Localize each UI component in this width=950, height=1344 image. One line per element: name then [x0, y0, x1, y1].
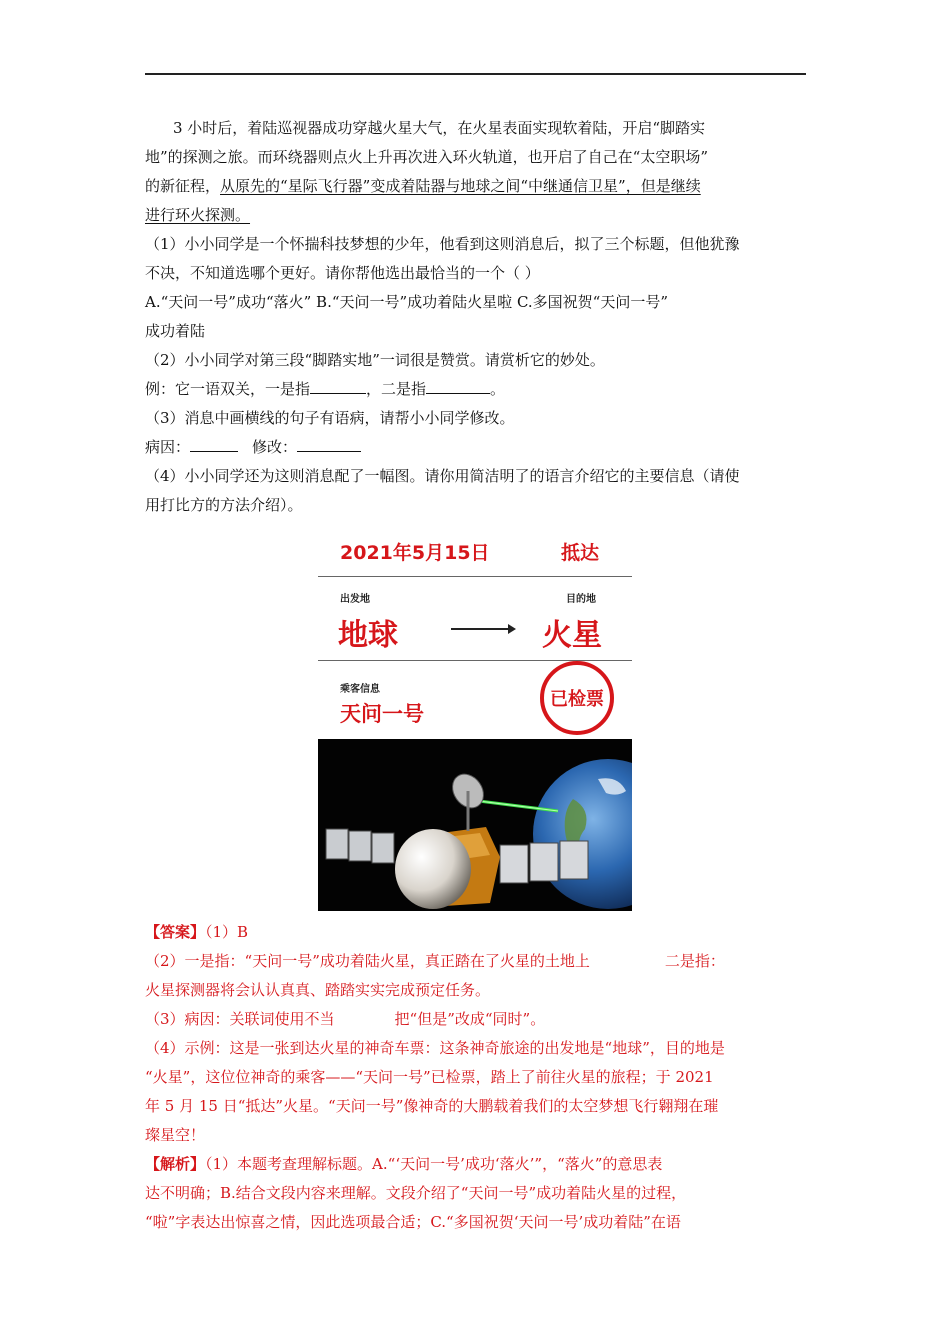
- lander-capsule: [395, 829, 471, 909]
- question-4-line-2: 用打比方的方法介绍）。: [145, 496, 303, 514]
- question-3-line-1: （3）消息中画横线的句子有语病，请帮小小同学修改。: [145, 409, 515, 427]
- analysis-line-2: 达不明确；B.结合文段内容来理解。文段介绍了“天问一号”成功着陆火星的过程，: [145, 1184, 687, 1202]
- fix-blank[interactable]: [297, 437, 361, 452]
- answer-blank-1[interactable]: [310, 379, 366, 394]
- answer-4-line-3: 年 5 月 15 日“抵达”火星。“天问一号”像神奇的大鹏载着我们的太空梦想飞行翱翔在璀: [145, 1097, 719, 1115]
- analysis-line-1: [145, 1154, 662, 1174]
- answer-2-part-a: （2）一是指：“天问一号”成功着陆火星，真正踏在了火星的土地上: [145, 952, 590, 970]
- mars-ticket: [318, 530, 632, 738]
- analysis-tag: 【解析】: [145, 1155, 206, 1173]
- ticket-to: 火星: [542, 618, 602, 653]
- right-solar-panel: [500, 841, 588, 883]
- q3-cause-label: 病因：: [145, 438, 191, 456]
- underlined-sentence-part-1: 从原先的“星际飞行器”变成着陆器与地球之间“中继通信卫星”，但是继续: [220, 177, 701, 195]
- question-2-example: [145, 379, 505, 399]
- q3-fix-label: 修改：: [252, 438, 298, 456]
- ticket-date: 2021年5月15日: [340, 542, 490, 564]
- answer-4-line-2: “火星”，这位位神奇的乘客——“天问一号”已检票，踏上了前往火星的旅程；于 2021: [145, 1068, 714, 1086]
- ticket-from: 地球: [338, 618, 398, 653]
- q2-example-part-c: 。: [490, 380, 506, 398]
- answer-3-part-b: 把“但是”改成“同时”。: [394, 1010, 546, 1028]
- q2-example-part-a: 例：它一语双关，一是指: [145, 380, 311, 398]
- question-1-options-line-2: 成功着陆: [145, 322, 206, 340]
- header-rule: [145, 73, 806, 75]
- question-4-line-1: （4）小小同学还为这则消息配了一幅图。请你用简洁明了的语言介绍它的主要信息（请使: [145, 467, 740, 485]
- ticket-to-label: 目的地: [566, 594, 596, 605]
- analysis-text-1: （1）本题考查理解标题。A.“‘天问一号’成功‘落火’”，“落火”的意思表: [205, 1155, 663, 1173]
- answer-4-line-1: （4）示例：这是一张到达火星的神奇车票：这条神奇旅途的出发地是“地球”，目的地是: [145, 1039, 725, 1057]
- ticket-arrow: [451, 628, 513, 630]
- stamp-text: 已检票: [550, 689, 604, 710]
- answer-line-1: [145, 922, 248, 942]
- ticket-passenger-label: 乘客信息: [340, 684, 380, 695]
- ticket-passenger: 天问一号: [340, 702, 424, 726]
- cause-blank[interactable]: [190, 437, 238, 452]
- spacecraft-illustration: [318, 739, 632, 911]
- answer-2-part-b: 二是指：: [664, 952, 725, 970]
- question-3-blanks: [145, 437, 361, 457]
- passage-line-1: 3 小时后，着陆巡视器成功穿越火星大气，在火星表面实现软着陆，开启“脚踏实: [173, 119, 705, 137]
- answer-3-part-a: （3）病因：关联词使用不当: [145, 1010, 335, 1028]
- answer-1: （1）B: [205, 923, 249, 941]
- passage-line-2: 地”的探测之旅。而环绕器则点火上升再次进入环火轨道，也开启了自己在“太空职场”: [145, 148, 709, 166]
- answer-tag: 【答案】: [145, 923, 206, 941]
- passage-line-3: [145, 176, 701, 196]
- answer-2-line-1: [145, 951, 725, 971]
- question-1-line-1: （1）小小同学是一个怀揣科技梦想的少年，他看到这则消息后，拟了三个标题，但他犹豫: [145, 235, 740, 253]
- q2-example-part-b: ，二是指: [366, 380, 427, 398]
- answer-blank-2[interactable]: [426, 379, 490, 394]
- spacecraft-image: [318, 739, 632, 911]
- left-solar-panel: [326, 829, 394, 863]
- answer-4-line-4: 璨星空！: [145, 1126, 206, 1144]
- passage-line-3-plain: 的新征程，: [145, 177, 221, 195]
- answer-2-line-2: 火星探测器将会认认真真、踏踏实实完成预定任务。: [145, 981, 491, 999]
- ticket-divider-1: [318, 576, 632, 577]
- question-1-line-2: 不决，不知道选哪个更好。请你帮他选出最恰当的一个（ ）: [145, 264, 540, 282]
- underlined-sentence-part-2: 进行环火探测。: [145, 206, 251, 224]
- ticket-from-label: 出发地: [340, 594, 370, 605]
- checked-stamp: [540, 661, 614, 735]
- question-1-options-line-1: A.“天问一号”成功“落火” B.“天问一号”成功着陆火星啦 C.多国祝贺“天问一号”: [145, 293, 668, 311]
- ticket-arrive: 抵达: [561, 542, 600, 564]
- ticket-divider-2: [318, 660, 632, 661]
- question-2-line-1: （2）小小同学对第三段“脚踏实地”一词很是赞赏。请赏析它的妙处。: [145, 351, 605, 369]
- ticket-arrowhead-icon: [508, 624, 516, 634]
- answer-3: [145, 1009, 545, 1029]
- analysis-line-3: “啦”字表达出惊喜之情，因此选项最合适；C.“多国祝贺‘天问一号’成功着陆”在语: [145, 1213, 681, 1231]
